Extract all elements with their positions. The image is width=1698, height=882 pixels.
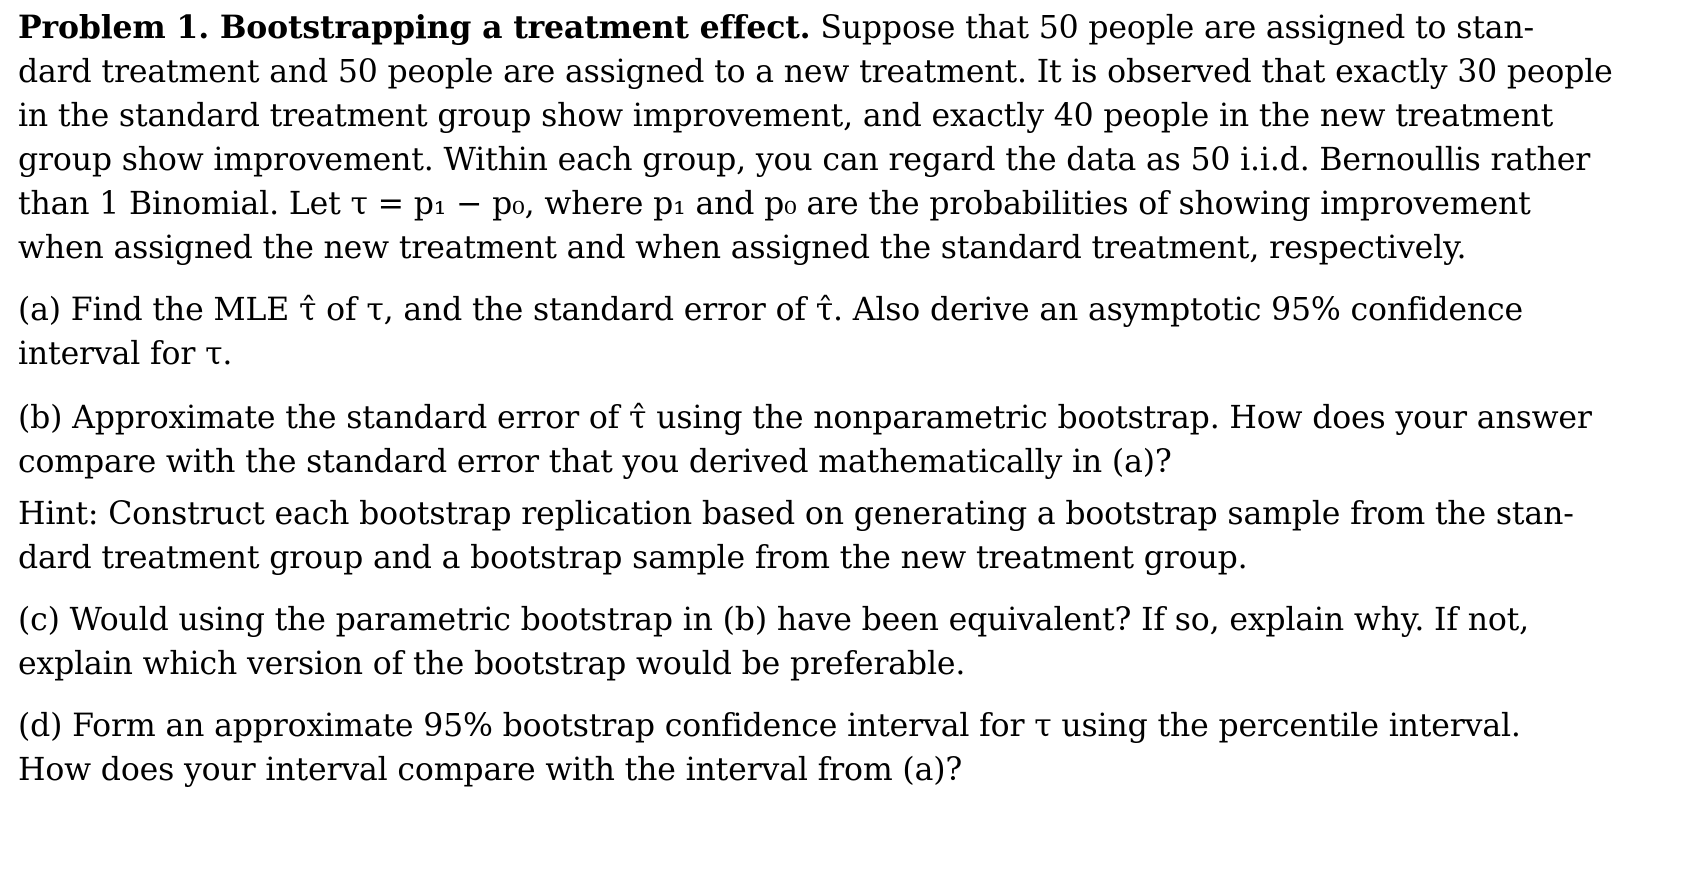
part-b [18, 396, 1680, 484]
part-b-line-2: compare with the standard error that you derived mathematically in (a)? [18, 444, 1172, 480]
part-c-line-2: explain which version of the bootstrap would be preferable. [18, 646, 966, 682]
part-d-line-2: How does your interval compare with the interval from (a)? [18, 752, 963, 788]
problem-intro [18, 6, 1680, 270]
hint [18, 492, 1680, 580]
intro-line-3: in the standard treatment group show improvement, and exactly 40 people in the new treatment [18, 98, 1554, 134]
intro-line-4: group show improvement. Within each group, you can regard the data as 50 i.i.d. Bernoullis rather [18, 142, 1591, 178]
part-b-line-1: (b) Approximate the standard error of τ̂ using the nonparametric bootstrap. How does your answer [18, 400, 1592, 436]
problem-heading: Problem 1. Bootstrapping a treatment effect. [18, 9, 811, 46]
part-a [18, 288, 1680, 376]
part-c [18, 598, 1680, 686]
intro-text-1: Suppose that 50 people are assigned to stan- [820, 10, 1534, 46]
hint-line-1: Hint: Construct each bootstrap replication based on generating a bootstrap sample from the stan- [18, 496, 1574, 532]
intro-line-1 [18, 6, 1680, 50]
hint-line-2: dard treatment group and a bootstrap sample from the new treatment group. [18, 540, 1248, 576]
part-a-line-2: interval for τ. [18, 336, 233, 372]
intro-line-6: when assigned the new treatment and when assigned the standard treatment, respectively. [18, 230, 1467, 266]
part-a-line-1: (a) Find the MLE τ̂ of τ, and the standard error of τ̂. Also derive an asymptotic 95% confidence [18, 292, 1524, 328]
part-c-line-1: (c) Would using the parametric bootstrap in (b) have been equivalent? If so, explain why. If not, [18, 602, 1530, 638]
part-d-line-1: (d) Form an approximate 95% bootstrap confidence interval for τ using the percentile interval. [18, 708, 1521, 744]
intro-line-2: dard treatment and 50 people are assigned to a new treatment. It is observed that exactly 30 people [18, 54, 1613, 90]
intro-line-5: than 1 Binomial. Let τ = p₁ − p₀, where p₁ and p₀ are the probabilities of showing improvement [18, 186, 1531, 222]
part-d [18, 704, 1680, 792]
